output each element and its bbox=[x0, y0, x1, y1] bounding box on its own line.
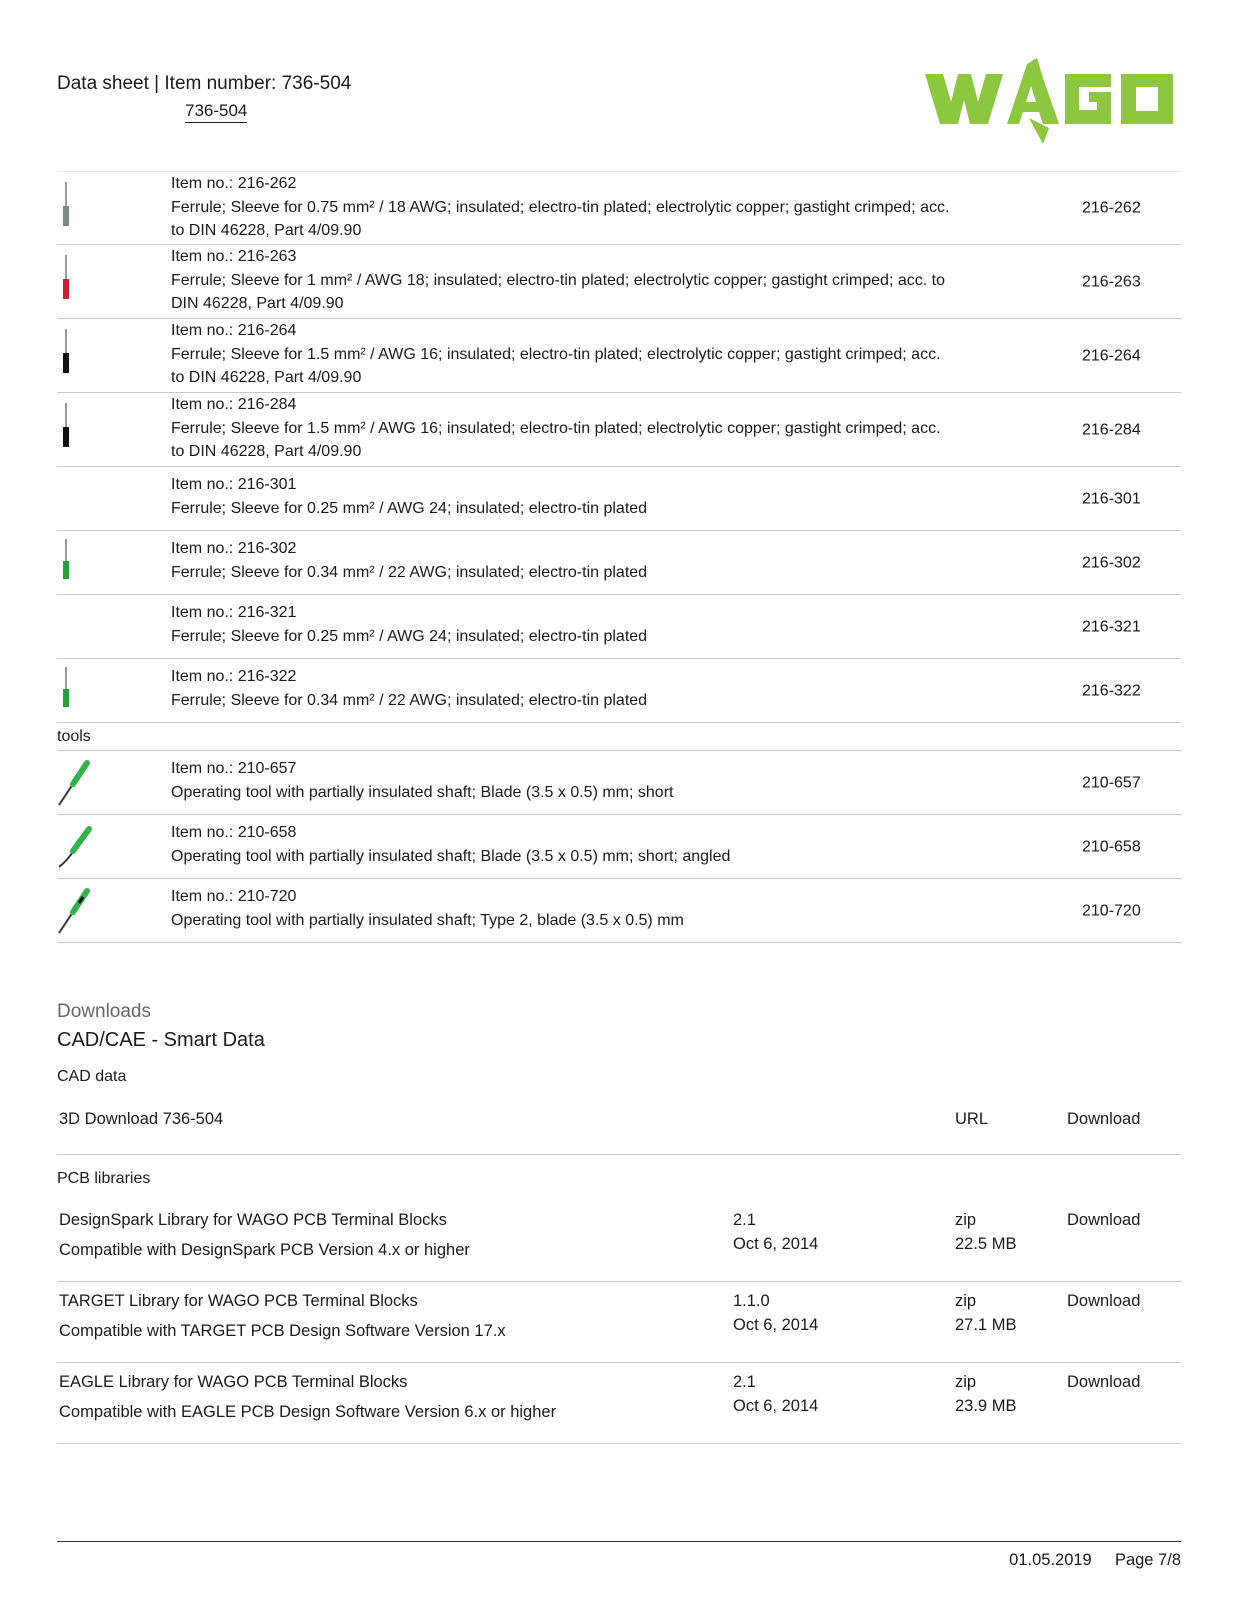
ferrule-gray-icon bbox=[57, 180, 97, 230]
table-row bbox=[57, 879, 1181, 943]
library-format: zip bbox=[955, 1292, 977, 1310]
item-number: Item no.: 210-720 bbox=[171, 888, 297, 905]
library-download-button[interactable]: Download bbox=[1067, 1373, 1141, 1391]
table-row bbox=[57, 751, 1181, 815]
library-format: zip bbox=[955, 1373, 977, 1391]
pcb-library-row bbox=[57, 1208, 1181, 1282]
cad-download-type: URL bbox=[955, 1110, 989, 1128]
table-row bbox=[57, 659, 1181, 723]
item-code: 216-301 bbox=[1082, 489, 1141, 507]
library-name: EAGLE Library for WAGO PCB Terminal Blocks bbox=[59, 1373, 408, 1391]
pcb-library-row bbox=[57, 1370, 1181, 1444]
library-size: 23.9 MB bbox=[955, 1397, 1017, 1415]
item-number: Item no.: 210-658 bbox=[171, 824, 297, 841]
item-number: Item no.: 216-322 bbox=[171, 668, 297, 685]
table-row bbox=[57, 467, 1181, 531]
pcb-library-row bbox=[57, 1289, 1181, 1363]
item-description: Ferrule; Sleeve for 0.25 mm² / AWG 24; insulated; electro-tin plated bbox=[171, 627, 648, 645]
ferrule-red-icon bbox=[57, 253, 97, 303]
item-description: Ferrule; Sleeve for 0.25 mm² / AWG 24; insulated; electro-tin plated bbox=[171, 499, 648, 517]
footer-date: 01.05.2019 bbox=[1009, 1551, 1092, 1569]
library-format: zip bbox=[955, 1211, 977, 1229]
library-date: Oct 6, 2014 bbox=[733, 1397, 819, 1415]
library-version: 1.1.0 bbox=[733, 1292, 770, 1310]
item-code: 216-262 bbox=[1082, 199, 1141, 217]
page-number: Page 7/8 bbox=[1114, 1551, 1181, 1569]
item-number: Item no.: 216-284 bbox=[171, 396, 297, 413]
pcb-libraries-label: PCB libraries bbox=[57, 1170, 151, 1187]
item-description: Ferrule; Sleeve for 1.5 mm² / AWG 16; insulated; electro-tin plated; electrolytic copper; gastight crimped; acc. to DIN 46228, Part 4/09.90 bbox=[171, 419, 941, 460]
screwdriver-angled-icon bbox=[57, 823, 97, 873]
library-name: DesignSpark Library for WAGO PCB Terminal Blocks bbox=[59, 1211, 447, 1229]
tools-section-label: tools bbox=[57, 723, 1181, 751]
page-title: Data sheet | Item number: 736-504 bbox=[57, 73, 352, 94]
table-row bbox=[57, 531, 1181, 595]
cad-download-name: 3D Download 736-504 bbox=[59, 1110, 224, 1128]
item-description: Ferrule; Sleeve for 1 mm² / AWG 18; insulated; electro-tin plated; electrolytic copper; gastight crimped; acc. to DIN 46228, Part 4/09.90 bbox=[171, 271, 945, 312]
ferrule-green-icon bbox=[57, 539, 97, 589]
item-code: 216-264 bbox=[1082, 346, 1141, 364]
item-number: Item no.: 210-657 bbox=[171, 760, 297, 777]
cad-download-button[interactable]: Download bbox=[1067, 1110, 1141, 1128]
item-number: Item no.: 216-264 bbox=[171, 322, 297, 339]
library-version: 2.1 bbox=[733, 1373, 756, 1391]
item-description: Ferrule; Sleeve for 0.34 mm² / 22 AWG; insulated; electro-tin plated bbox=[171, 563, 648, 581]
ferrule-green-icon bbox=[57, 667, 97, 717]
item-number: Item no.: 216-262 bbox=[171, 175, 297, 192]
item-code: 210-657 bbox=[1082, 773, 1141, 791]
ferrule-black-icon bbox=[57, 401, 97, 451]
item-number-link[interactable]: 736-504 bbox=[185, 101, 247, 123]
item-number: Item no.: 216-263 bbox=[171, 248, 297, 265]
item-code: 210-720 bbox=[1082, 901, 1141, 919]
table-row bbox=[57, 815, 1181, 879]
table-row bbox=[57, 172, 1181, 245]
item-description: Operating tool with partially insulated shaft; Blade (3.5 x 0.5) mm; short; angled bbox=[171, 847, 731, 865]
downloads-subheading: CAD/CAE - Smart Data bbox=[57, 1029, 265, 1051]
library-name: TARGET Library for WAGO PCB Terminal Blocks bbox=[59, 1292, 418, 1310]
library-date: Oct 6, 2014 bbox=[733, 1235, 819, 1253]
item-code: 216-321 bbox=[1082, 617, 1141, 635]
item-code: 216-302 bbox=[1082, 553, 1141, 571]
accessories-table bbox=[57, 171, 1181, 943]
table-row bbox=[57, 319, 1181, 393]
table-row bbox=[57, 393, 1181, 467]
cad-download-row bbox=[57, 1104, 1181, 1155]
item-code: 216-284 bbox=[1082, 420, 1141, 438]
downloads-heading: Downloads bbox=[57, 1001, 151, 1022]
ferrule-black-icon bbox=[57, 327, 97, 377]
item-code: 216-263 bbox=[1082, 272, 1141, 290]
footer bbox=[1009, 1551, 1181, 1570]
library-size: 27.1 MB bbox=[955, 1316, 1017, 1334]
cad-data-label: CAD data bbox=[57, 1068, 127, 1085]
item-number: Item no.: 216-301 bbox=[171, 476, 297, 493]
library-download-button[interactable]: Download bbox=[1067, 1292, 1141, 1310]
item-code: 210-658 bbox=[1082, 837, 1141, 855]
item-description: Ferrule; Sleeve for 0.75 mm² / 18 AWG; insulated; electro-tin plated; electrolytic copper; gastight crimped; acc. to DIN 46228, Part 4/09.90 bbox=[171, 198, 950, 239]
footer-divider bbox=[57, 1541, 1181, 1542]
table-row bbox=[57, 595, 1181, 659]
library-download-button[interactable]: Download bbox=[1067, 1211, 1141, 1229]
item-description: Operating tool with partially insulated shaft; Type 2, blade (3.5 x 0.5) mm bbox=[171, 911, 684, 929]
item-description: Ferrule; Sleeve for 1.5 mm² / AWG 16; insulated; electro-tin plated; electrolytic copper; gastight crimped; acc. to DIN 46228, Part 4/09.90 bbox=[171, 345, 941, 386]
item-code: 216-322 bbox=[1082, 681, 1141, 699]
table-row bbox=[57, 245, 1181, 319]
item-number: Item no.: 216-302 bbox=[171, 540, 297, 557]
library-size: 22.5 MB bbox=[955, 1235, 1017, 1253]
library-note: Compatible with TARGET PCB Design Software Version 17.x bbox=[59, 1322, 506, 1340]
wago-logo bbox=[925, 58, 1180, 144]
library-date: Oct 6, 2014 bbox=[733, 1316, 819, 1334]
library-note: Compatible with DesignSpark PCB Version 4.x or higher bbox=[59, 1241, 470, 1259]
item-description: Operating tool with partially insulated shaft; Blade (3.5 x 0.5) mm; short bbox=[171, 783, 674, 801]
screwdriver-icon bbox=[57, 887, 97, 937]
library-note: Compatible with EAGLE PCB Design Software Version 6.x or higher bbox=[59, 1403, 557, 1421]
library-version: 2.1 bbox=[733, 1211, 756, 1229]
item-number: Item no.: 216-321 bbox=[171, 604, 297, 621]
item-description: Ferrule; Sleeve for 0.34 mm² / 22 AWG; insulated; electro-tin plated bbox=[171, 691, 648, 709]
screwdriver-icon bbox=[57, 759, 97, 809]
